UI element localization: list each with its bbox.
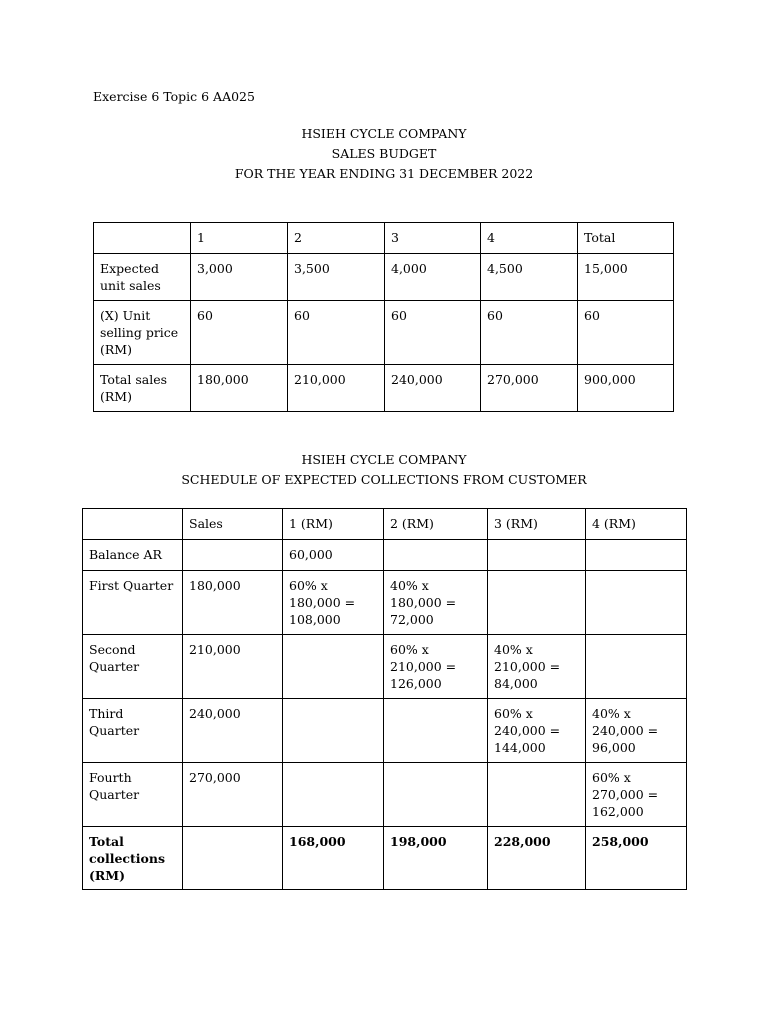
table-cell: [586, 571, 687, 635]
row-label: Total sales (RM): [94, 365, 191, 412]
table-cell: [183, 540, 283, 571]
sales-budget-heading: [0, 125, 768, 185]
table-row: [83, 540, 687, 571]
table-row: [83, 763, 687, 827]
sales-budget-table: [93, 222, 674, 412]
table-row: [83, 635, 687, 699]
schedule-title: SCHEDULE OF EXPECTED COLLECTIONS FROM CUSTOMER: [181, 472, 587, 487]
table-cell: 210,000: [288, 365, 385, 412]
table-cell: 210,000: [183, 635, 283, 699]
table-row: [83, 699, 687, 763]
budget-title: SALES BUDGET: [331, 146, 437, 161]
table-cell: [384, 540, 488, 571]
table-cell: 3,000: [191, 254, 288, 301]
table-cell: 40% x 210,000 = 84,000: [488, 635, 586, 699]
table-cell: [384, 763, 488, 827]
table-cell: 60: [288, 301, 385, 365]
collections-heading: [0, 451, 768, 491]
table-row: [94, 365, 674, 412]
table-cell: [586, 540, 687, 571]
table-cell: [384, 699, 488, 763]
table-header-cell: 1: [191, 223, 288, 254]
table-cell: 60,000: [283, 540, 384, 571]
table-cell: [183, 827, 283, 890]
table-header-cell: 2: [288, 223, 385, 254]
row-label: Third Quarter: [83, 699, 183, 763]
table-cell: 60: [191, 301, 288, 365]
company-name: HSIEH CYCLE COMPANY: [301, 452, 467, 467]
table-cell: [488, 571, 586, 635]
table-cell: 60: [385, 301, 481, 365]
table-cell: 60: [578, 301, 674, 365]
table-cell: 40% x 180,000 = 72,000: [384, 571, 488, 635]
table-cell: [488, 540, 586, 571]
total-cell: 168,000: [283, 827, 384, 890]
table-cell: [83, 509, 183, 540]
table-header-row: [83, 509, 687, 540]
table-cell: [586, 635, 687, 699]
row-label: Second Quarter: [83, 635, 183, 699]
table-cell: 180,000: [183, 571, 283, 635]
table-header-cell: 1 (RM): [283, 509, 384, 540]
table-header-cell: 3: [385, 223, 481, 254]
table-header-cell: 3 (RM): [488, 509, 586, 540]
table-cell: [283, 635, 384, 699]
total-cell: 228,000: [488, 827, 586, 890]
row-label: (X) Unit selling price (RM): [94, 301, 191, 365]
table-header-row: [94, 223, 674, 254]
table-cell: [283, 763, 384, 827]
row-label: Total collections (RM): [83, 827, 183, 890]
total-row: [83, 827, 687, 890]
table-cell: 270,000: [481, 365, 578, 412]
table-header-cell: Sales: [183, 509, 283, 540]
collections-table: [82, 508, 687, 890]
total-cell: 258,000: [586, 827, 687, 890]
table-row: [94, 254, 674, 301]
budget-period: FOR THE YEAR ENDING 31 DECEMBER 2022: [234, 166, 534, 181]
row-label: Balance AR: [83, 540, 183, 571]
table-cell: [94, 223, 191, 254]
table-header-cell: 2 (RM): [384, 509, 488, 540]
row-label: Fourth Quarter: [83, 763, 183, 827]
table-cell: 60% x 270,000 = 162,000: [586, 763, 687, 827]
table-header-cell: Total: [578, 223, 674, 254]
table-cell: [488, 763, 586, 827]
table-cell: 4,000: [385, 254, 481, 301]
table-cell: 40% x 240,000 = 96,000: [586, 699, 687, 763]
total-cell: 198,000: [384, 827, 488, 890]
table-cell: [283, 699, 384, 763]
table-cell: 3,500: [288, 254, 385, 301]
table-cell: 15,000: [578, 254, 674, 301]
table-cell: 60% x 240,000 = 144,000: [488, 699, 586, 763]
table-cell: 60: [481, 301, 578, 365]
table-header-cell: 4 (RM): [586, 509, 687, 540]
table-cell: 60% x 180,000 = 108,000: [283, 571, 384, 635]
row-label: First Quarter: [83, 571, 183, 635]
table-row: [94, 301, 674, 365]
table-cell: 240,000: [183, 699, 283, 763]
company-name: HSIEH CYCLE COMPANY: [301, 126, 467, 141]
exercise-label: Exercise 6 Topic 6 AA025: [93, 89, 255, 104]
table-cell: 180,000: [191, 365, 288, 412]
table-row: [83, 571, 687, 635]
table-cell: 270,000: [183, 763, 283, 827]
row-label: Expected unit sales: [94, 254, 191, 301]
table-cell: 4,500: [481, 254, 578, 301]
table-header-cell: 4: [481, 223, 578, 254]
table-cell: 240,000: [385, 365, 481, 412]
table-cell: 60% x 210,000 = 126,000: [384, 635, 488, 699]
table-cell: 900,000: [578, 365, 674, 412]
